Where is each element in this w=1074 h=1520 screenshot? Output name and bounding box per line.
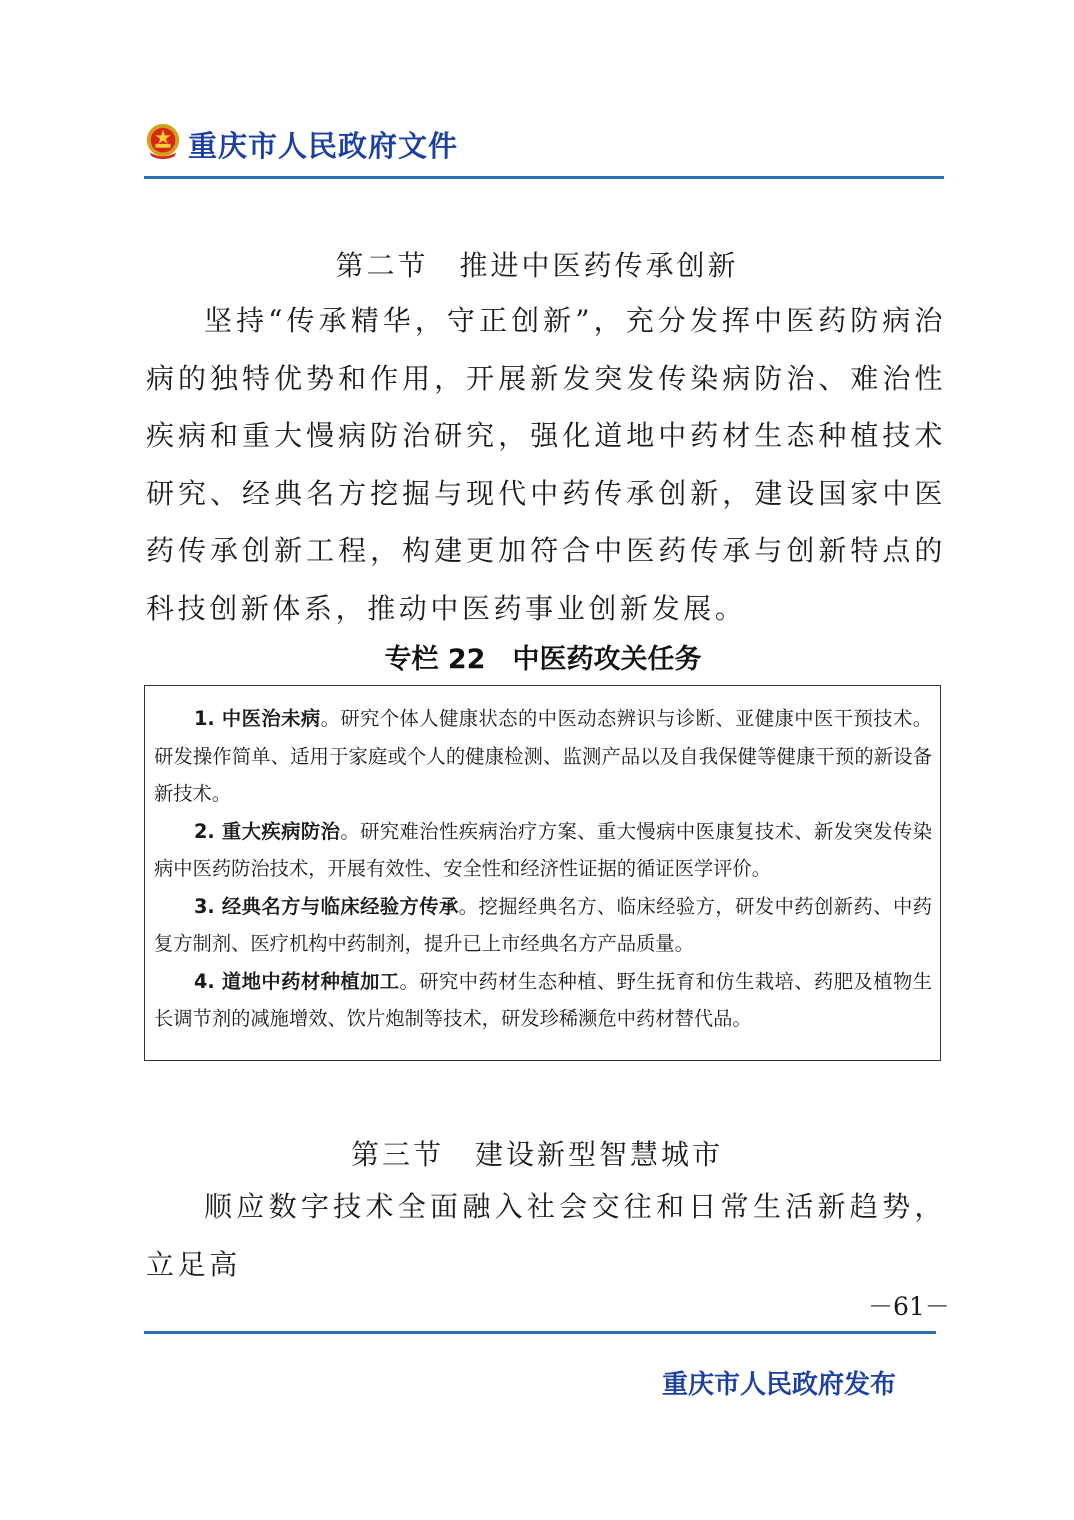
column-item-1 — [154, 700, 932, 813]
section-2-title: 第二节 推进中医药传承创新 — [335, 249, 739, 282]
section-3-title: 第三节 建设新型智慧城市 — [350, 1138, 723, 1171]
column-item-1-text: 。研究个体人健康状态的中医动态辨识与诊断、亚健康中医干预技术。研发操作简单、适用于家庭或个人的健康检测、监测产品以及自我保健等健康干预的新设备新技术。 — [154, 707, 933, 805]
section-3-paragraph: 顺应数字技术全面融入社会交往和日常生活新趋势，立足高 — [146, 1190, 946, 1281]
footer-divider — [144, 1331, 936, 1334]
column-item-2 — [154, 813, 932, 888]
page-number: －61－ — [868, 1292, 950, 1321]
column-item-2-lead: 2. 重大疾病防治 — [194, 819, 341, 843]
column-item-3 — [154, 888, 932, 963]
column-item-4-lead: 4. 道地中药材种植加工 — [194, 969, 400, 993]
column-item-2-text: 。研究难治性疾病治疗方案、重大慢病中医康复技术、新发突发传染病中医药防治技术，开展有效性、安全性和经济性证据的循证医学评价。 — [154, 819, 933, 880]
document-header — [144, 118, 944, 180]
column-box — [144, 685, 941, 1061]
section-2-paragraph: 坚持“传承精华，守正创新”，充分发挥中医药防病治病的独特优势和作用，开展新发突发传染病防治、难治性疾病和重大慢病防治研究，强化道地中药材生态种植技术研究、经典名方挖掘与现代中药传承创新，建设国家中医药传承创新工程，构建更加符合中医药传承与创新特点的科技创新体系，推动中医药事业创新发展。 — [146, 304, 946, 625]
footer-publisher: 重庆市人民政府发布 — [662, 1370, 897, 1400]
column-item-4 — [154, 963, 932, 1038]
header-divider — [144, 176, 944, 179]
column-box-title: 专栏 22 中医药攻关任务 — [384, 644, 702, 675]
header-title: 重庆市人民政府文件 — [188, 129, 459, 163]
national-emblem-icon — [144, 122, 182, 162]
column-item-1-lead: 1. 中医治未病 — [194, 707, 321, 730]
column-item-3-text: 。挖掘经典名方、临床经验方，研发中药创新药、中药复方制剂、医疗机构中药制剂，提升已上市经典名方产品质量。 — [154, 894, 933, 955]
column-item-3-lead: 3. 经典名方与临床经验方传承 — [194, 894, 459, 918]
column-item-4-text: 。研究中药材生态种植、野生抚育和仿生栽培、药肥及植物生长调节剂的减施增效、饮片炮制等技术，研发珍稀濒危中药材替代品。 — [154, 969, 932, 1030]
